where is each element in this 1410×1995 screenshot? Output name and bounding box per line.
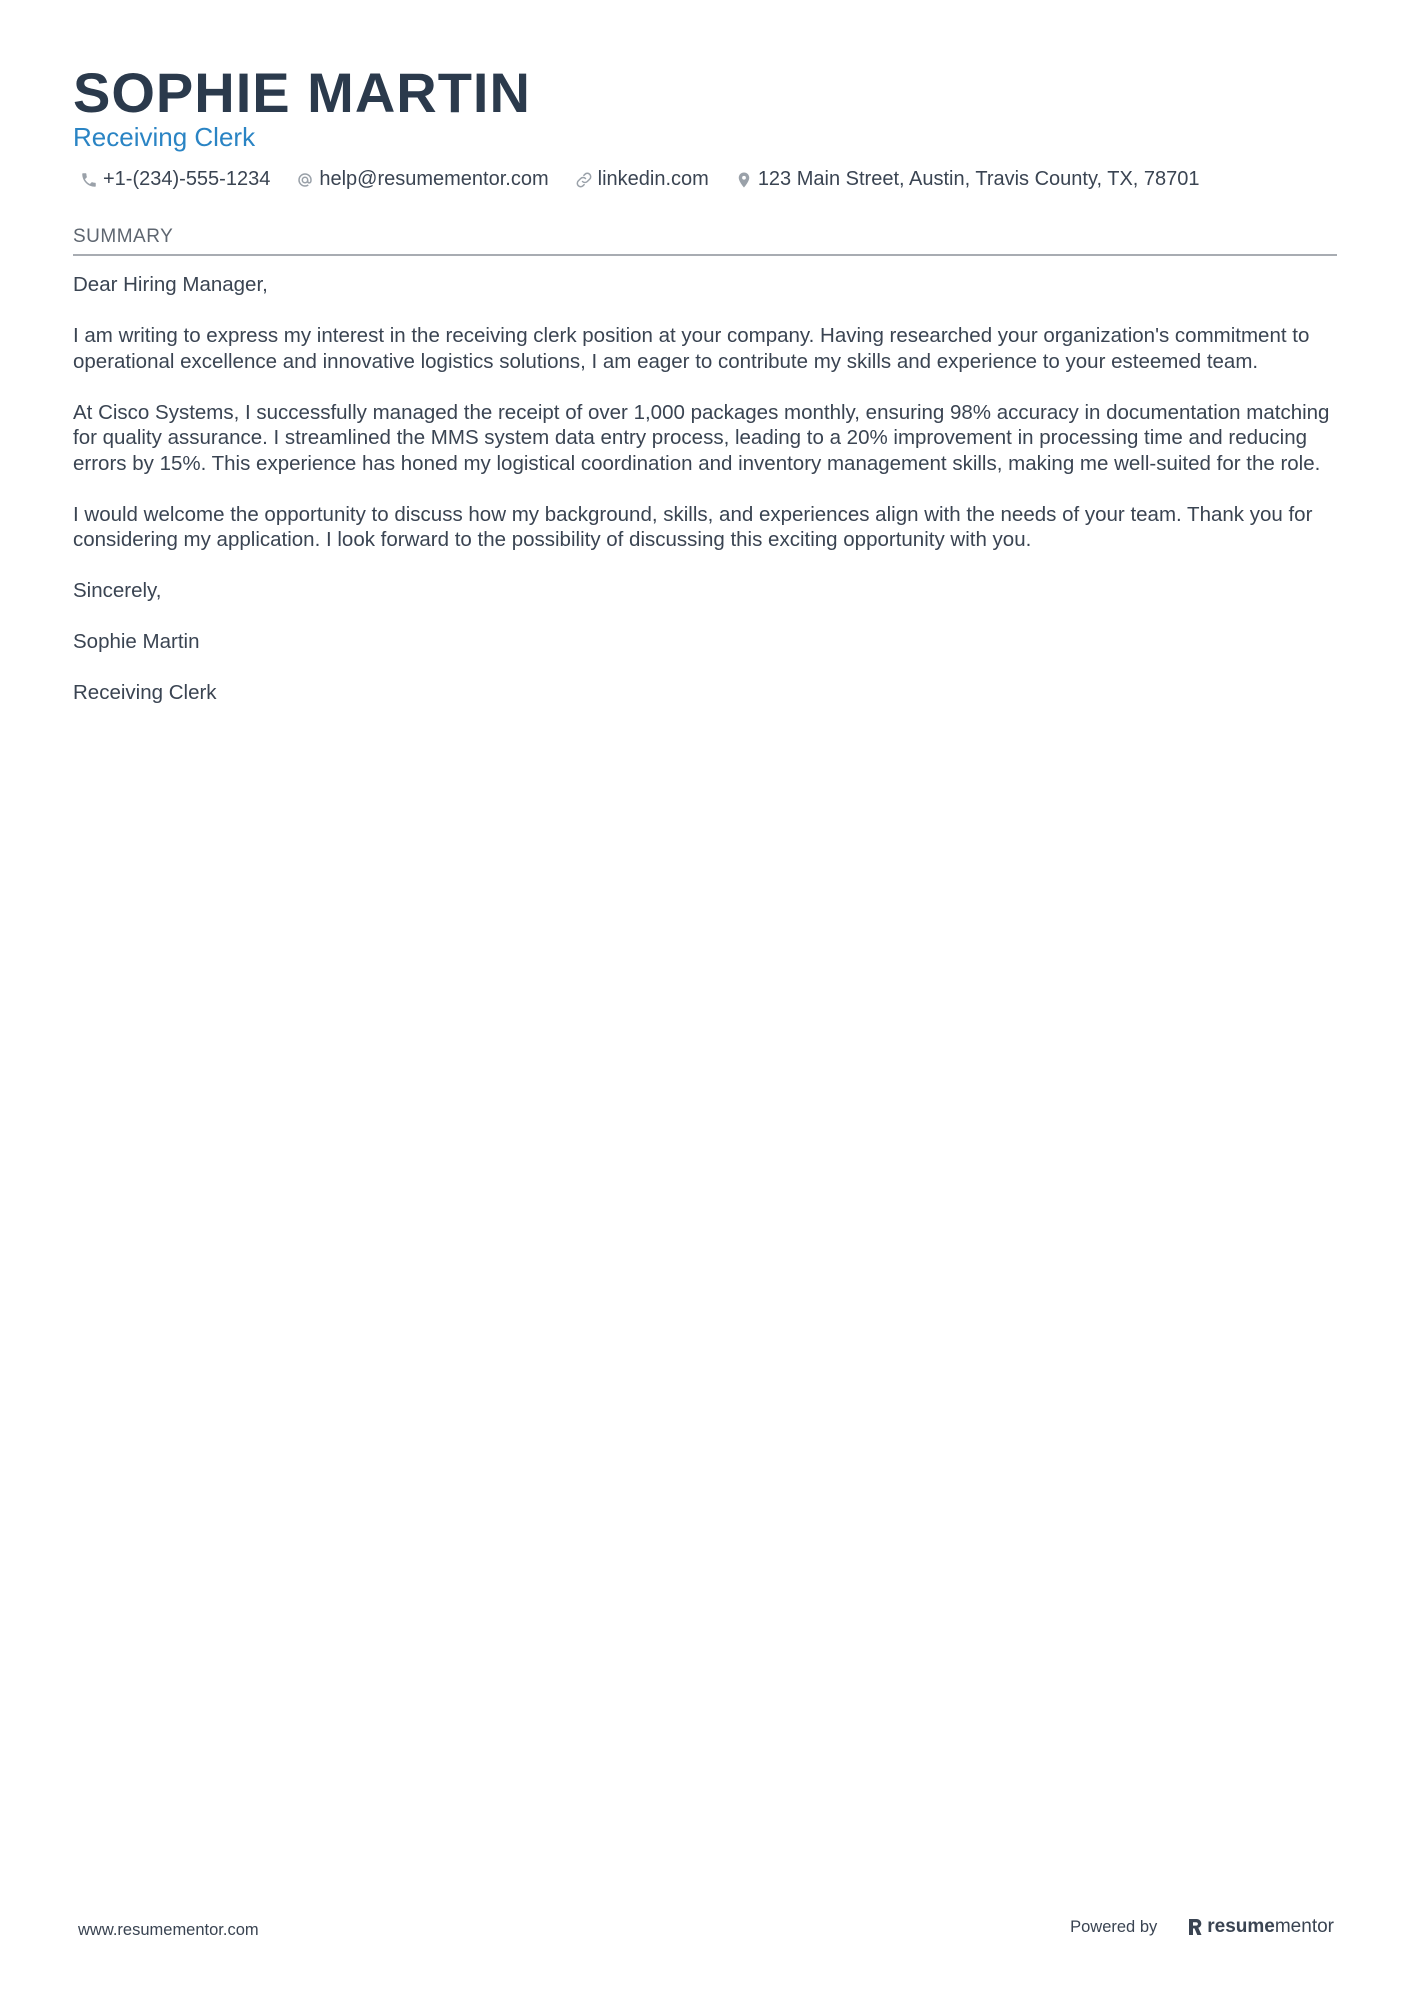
job-title: Receiving Clerk xyxy=(73,122,256,152)
section-heading-summary: SUMMARY xyxy=(73,226,1337,256)
contact-bar xyxy=(80,168,1226,191)
letter-body xyxy=(73,272,1337,731)
contact-phone xyxy=(80,168,270,191)
signature-name: Sophie Martin xyxy=(73,630,200,653)
contact-linkedin[interactable] xyxy=(575,168,709,191)
letter-closing: Sincerely, xyxy=(73,579,162,602)
phone-icon xyxy=(80,171,98,189)
location-pin-icon xyxy=(735,171,753,189)
email-text: help@resumementor.com xyxy=(319,168,549,190)
contact-email[interactable] xyxy=(296,168,548,191)
signature-title: Receiving Clerk xyxy=(73,681,217,704)
resumementor-logo-icon xyxy=(1187,1917,1203,1937)
candidate-name: SOPHIE MARTIN xyxy=(73,61,531,124)
brand-text-resume: resume xyxy=(1207,1916,1275,1937)
letter-greeting: Dear Hiring Manager, xyxy=(73,273,268,296)
letter-paragraph: I would welcome the opportunity to discuss how my background, skills, and experiences align with the needs of your team. Thank you for considering my application. I look forward to the possibility of discussing this exciting opportunity with you. xyxy=(73,502,1313,551)
linkedin-text: linkedin.com xyxy=(597,168,709,190)
at-icon xyxy=(296,171,314,189)
phone-text: +1-(234)-555-1234 xyxy=(103,168,271,190)
link-icon xyxy=(575,171,593,189)
contact-address xyxy=(735,168,1200,191)
letter-paragraph: I am writing to express my interest in the receiving clerk position at your company. Having researched your organization's commitment to operational excellence and innovative logistics solutions, I am eager to contribute my skills and experience to your esteemed team. xyxy=(73,324,1310,373)
powered-by-label: Powered by xyxy=(1070,1917,1158,1936)
letter-paragraph: At Cisco Systems, I successfully managed the receipt of over 1,000 packages monthly, ensuring 98% accuracy in documentation matching for quality assurance. I streamlined the MMS system data entry process, leading to a 20% improvement in processing time and reducing errors by 15%. This experience has honed my logistical coordination and inventory management skills, making me well-suited for the role. xyxy=(73,400,1330,475)
address-text: 123 Main Street, Austin, Travis County, TX, 78701 xyxy=(757,168,1200,190)
footer-website-link[interactable]: www.resumementor.com xyxy=(78,1921,259,1939)
brand-text-mentor: mentor xyxy=(1274,1916,1334,1937)
footer-branding xyxy=(1070,1916,1334,1938)
resumementor-logo[interactable] xyxy=(1187,1916,1334,1938)
